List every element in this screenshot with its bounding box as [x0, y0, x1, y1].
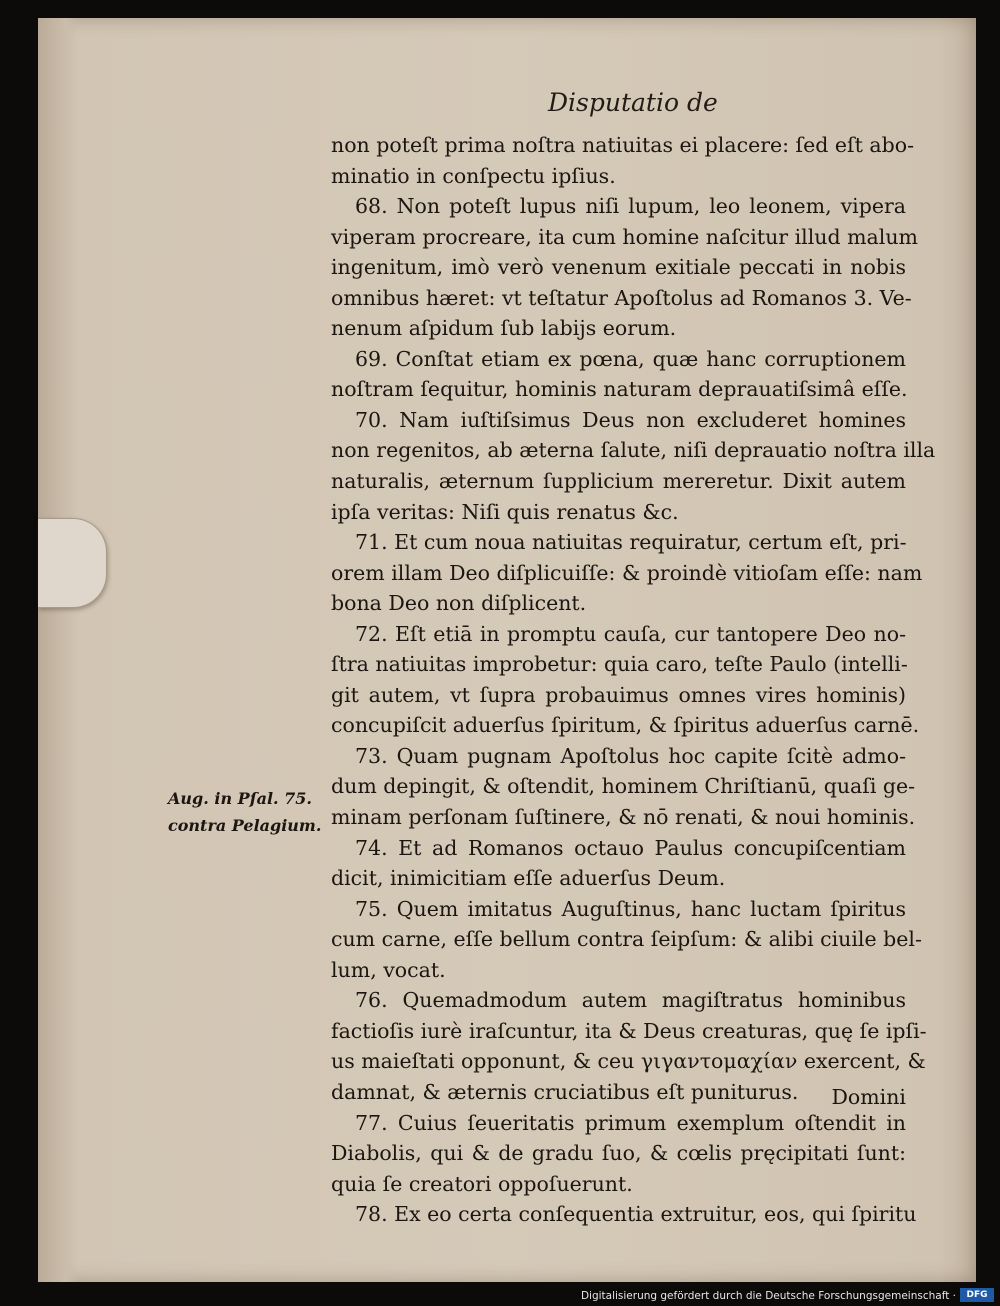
text-line: 72. Eſt etiā in promptu cauſa, cur tantopere Deo no- — [355, 621, 906, 646]
running-head: Disputatio de — [548, 88, 718, 117]
text-line: viperam procreare, ita cum homine naſcitur illud malum — [331, 224, 918, 249]
margin-note-line: contra Pelagium. — [168, 816, 322, 835]
footer-bar — [0, 1282, 1000, 1306]
text-line: ſtra natiuitas improbetur: quia caro, teſte Paulo (intelli- — [331, 652, 908, 677]
text-line: quia ſe creatori oppoſuerunt. — [331, 1171, 633, 1196]
text-line: us maieſtati opponunt, & ceu γιγαντομαχίαν exercent, & — [331, 1049, 926, 1074]
text-line: orem illam Deo diſplicuiſſe: & proindè vitioſam eſſe: nam — [331, 560, 923, 585]
text-line: git autem, vt ſupra probauimus omnes vires hominis) — [331, 682, 906, 707]
margin-note-line: Aug. in Pſal. 75. — [168, 789, 312, 808]
text-line: naturalis, æternum ſupplicium mereretur. Dixit autem — [331, 469, 906, 494]
text-line: 78. Ex eo certa conſequentia extruitur, eos, qui ſpiritu — [355, 1202, 917, 1227]
text-line: 74. Et ad Romanos octauo Paulus concupiſcentiam — [355, 835, 906, 860]
text-line: 69. Conſtat etiam ex pœna, quæ hanc corruptionem — [355, 346, 906, 371]
text-line: factioſis iurè iraſcuntur, ita & Deus creaturas, quę ſe ipſi- — [331, 1018, 927, 1043]
text-line: ipſa veritas: Niſi quis renatus &c. — [331, 499, 679, 524]
text-line: dum depingit, & oſtendit, hominem Chriſtianū, quaſi ge- — [331, 774, 916, 799]
text-line: concupiſcit aduerſus ſpiritum, & ſpiritus aduerſus carnē. — [331, 713, 920, 738]
text-line: dicit, inimicitiam eſſe aduerſus Deum. — [331, 866, 726, 891]
margin-note — [168, 785, 321, 839]
text-line: 70. Nam iuſtiſsimus Deus non excluderet homines — [355, 407, 906, 432]
text-line: ingenitum, imò verò venenum exitiale peccati in nobis — [331, 255, 906, 280]
text-line: Diabolis, qui & de gradu ſuo, & cœlis pręcipitati ſunt: — [331, 1141, 906, 1166]
text-line: damnat, & æternis cruciatibus eſt puniturus. — [331, 1079, 799, 1104]
text-line: cum carne, eſſe bellum contra ſeipſum: & alibi ciuile bel- — [331, 927, 922, 952]
page-marker-tab — [38, 518, 107, 608]
body-text — [331, 130, 936, 1230]
catchword: Domini — [831, 1085, 906, 1109]
footer-credit: Digitalisierung gefördert durch die Deutsche Forschungsgemeinschaft · — [580, 1290, 956, 1302]
text-line: 68. Non poteſt lupus niſi lupum, leo leonem, vipera — [355, 194, 906, 219]
text-line: 71. Et cum noua natiuitas requiratur, certum eſt, pri- — [355, 530, 907, 555]
text-line: minatio in conſpectu ipſius. — [331, 163, 616, 188]
text-line: bona Deo non diſplicent. — [331, 591, 587, 616]
text-line: noſtram ſequitur, hominis naturam deprauatiſsimâ eſſe. — [331, 377, 908, 402]
text-line: nenum aſpidum ſub labijs eorum. — [331, 316, 677, 341]
text-line: minam perſonam ſuſtinere, & nō renati, & noui hominis. — [331, 805, 916, 830]
text-line: 76. Quemadmodum autem magiſtratus hominibus — [355, 988, 906, 1013]
text-line: 75. Quem imitatus Auguſtinus, hanc luctam ſpiritus — [355, 896, 906, 921]
text-line: 73. Quam pugnam Apoſtolus hoc capite ſcitè admo- — [355, 743, 906, 768]
text-line: lum, vocat. — [331, 957, 446, 982]
dfg-logo: DFG — [960, 1288, 994, 1302]
text-line: non regenitos, ab æterna ſalute, niſi deprauatio noſtra illa — [331, 438, 936, 463]
text-line: omnibus hæret: vt teſtatur Apoſtolus ad Romanos 3. Ve- — [331, 285, 912, 310]
text-line: 77. Cuius ſeueritatis primum exemplum oſtendit in — [355, 1110, 906, 1135]
text-line: non poteſt prima noſtra natiuitas ei placere: ſed eſt abo- — [331, 133, 914, 157]
